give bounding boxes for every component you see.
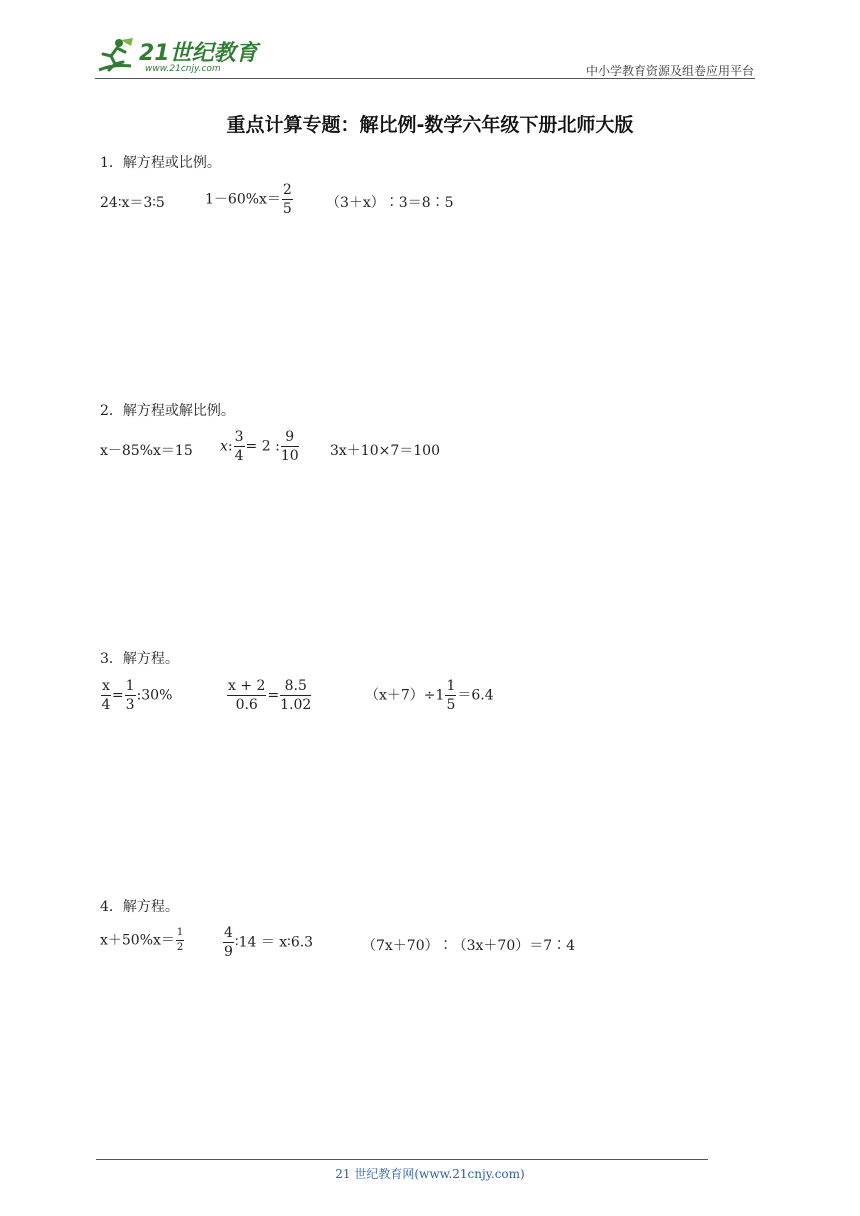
header-platform-text: 中小学教育资源及组卷应用平台 [585,64,754,78]
numerator: x [102,678,110,694]
denominator: 2 [176,941,184,953]
equation-middle: = 2 : [245,438,280,455]
page-title: 重点计算专题：解比例-数学六年级下册北师大版 [226,114,634,136]
question-3-label: 3．解方程。 [100,651,179,667]
logo-brand-text: 21世纪教育 [139,41,258,66]
q1-equation-1: 24∶x＝3∶5 [100,195,165,211]
numerator: 4 [224,925,233,941]
numerator: 1 [446,678,456,694]
fraction [282,183,293,216]
q3-eq3-suffix: ＝6.4 [457,687,494,704]
fraction [125,679,136,712]
q1-equation-3: （3＋x）∶3＝8∶5 [326,195,454,211]
fraction [445,679,456,712]
fraction [223,926,234,959]
q4-eq1-prefix: x＋50%x＝ [100,932,175,949]
header-divider [95,78,755,79]
fraction [227,679,266,712]
numerator: 2 [282,182,292,198]
equals-sign: = [267,687,280,704]
numerator: 3 [234,429,244,445]
q2-equation-1: x－85%x＝15 [100,443,193,459]
variable-x: x [220,438,228,455]
fraction [281,430,299,463]
q1-eq2-prefix: 1－60%x＝ [205,191,281,208]
numerator: 8.5 [280,679,311,696]
question-1-label: 1．解方程或比例。 [100,155,221,171]
denominator: 4 [234,447,244,464]
ratio-colon: : [227,438,233,455]
footer-divider [96,1159,708,1160]
q4-equation-2 [222,926,313,959]
denominator: 5 [446,696,456,713]
numerator: 1 [176,928,184,941]
denominator: 1.02 [280,696,312,713]
q2-equation-3: 3x＋10×7＝100 [330,443,440,459]
denominator: 10 [280,447,299,464]
q1-equation-2 [205,183,294,216]
q4-eq2-suffix: ∶14 ＝ x∶6.3 [234,934,314,951]
denominator: 4 [101,696,111,713]
q3-equation-3 [365,679,494,712]
equation-tail: :30% [136,687,173,704]
q3-equation-2 [226,679,312,712]
q4-equation-3: （7x＋70）∶（3x＋70）＝7∶4 [362,938,576,954]
q3-eq3-prefix: （x＋7）÷1 [365,687,445,704]
numerator: 1 [125,678,135,694]
denominator: 0.6 [235,696,258,713]
footer-link[interactable]: 21 世纪教育网(www.21cnjy.com) [335,1167,525,1181]
runner-logo-icon [95,36,135,76]
logo-url-text: www.21cnjy.com [145,64,221,74]
numerator: 9 [281,430,299,447]
fraction [176,928,184,953]
denominator: 3 [125,696,135,713]
q4-equation-1 [100,928,185,953]
q3-equation-1 [100,679,172,712]
numerator: x + 2 [228,678,266,694]
q2-equation-2 [220,430,300,463]
denominator: 9 [224,943,233,960]
fraction [101,679,111,712]
site-logo [95,36,265,78]
fraction [234,430,245,463]
question-2-label: 2．解方程或解比例。 [100,403,235,419]
denominator: 5 [282,200,292,217]
fraction [280,679,311,712]
question-4-label: 4．解方程。 [100,899,179,915]
equals-sign: = [111,687,124,704]
